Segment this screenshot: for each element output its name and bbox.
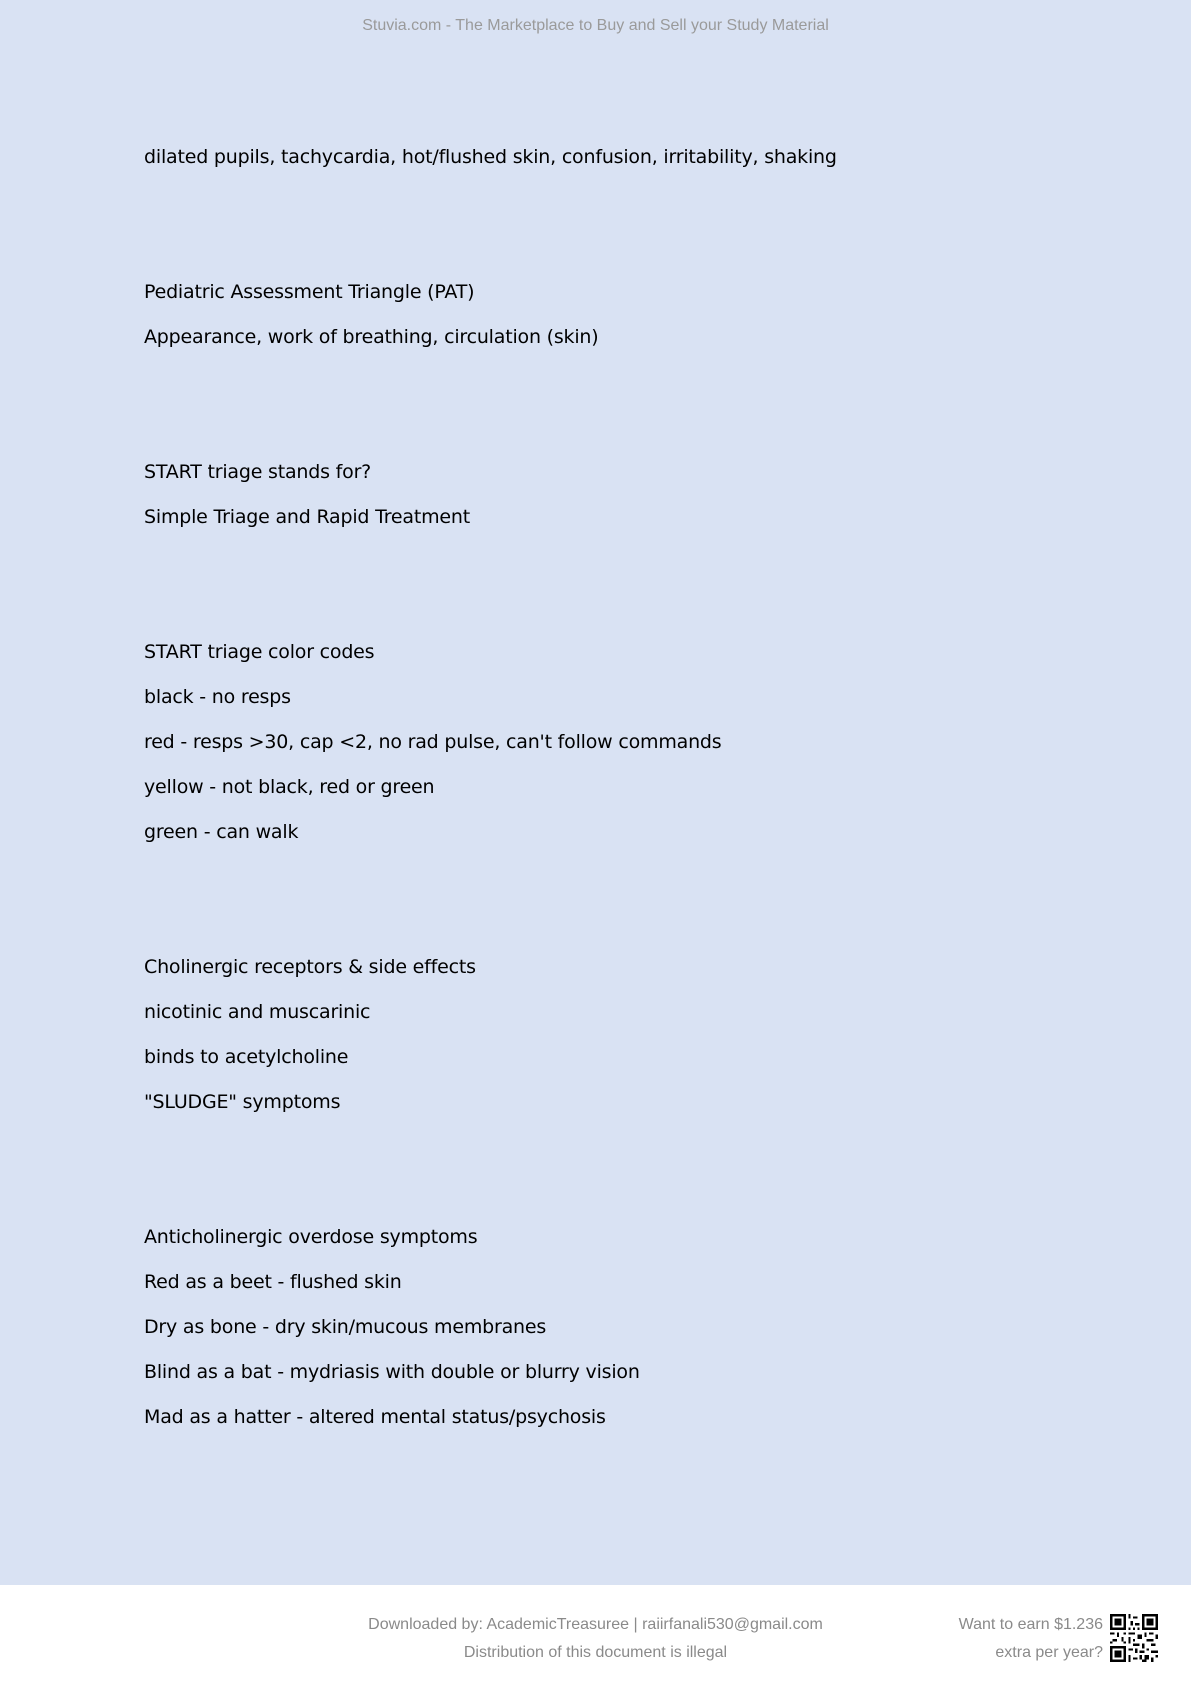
question-heading: START triage color codes xyxy=(144,641,375,663)
qr-code-icon[interactable] xyxy=(1110,1614,1158,1662)
text-line: dilated pupils, tachycardia, hot/flushed skin, confusion, irritability, shaking xyxy=(144,146,837,168)
footer xyxy=(0,1585,1191,1684)
answer-line: green - can walk xyxy=(144,821,299,843)
answer-line: Simple Triage and Rapid Treatment xyxy=(144,506,470,528)
answer-line: Dry as bone - dry skin/mucous membranes xyxy=(144,1316,547,1338)
question-heading: Pediatric Assessment Triangle (PAT) xyxy=(144,281,475,303)
answer-line: black - no resps xyxy=(144,686,291,708)
stuvia-header: Stuvia.com - The Marketplace to Buy and Sell your Study Material xyxy=(362,17,829,34)
distribution-notice: Distribution of this document is illegal xyxy=(463,1644,728,1661)
downloaded-by-text: Downloaded by: AcademicTreasuree | raiirfanali530@gmail.com xyxy=(368,1616,823,1633)
answer-line: "SLUDGE" symptoms xyxy=(144,1091,341,1113)
question-heading: START triage stands for? xyxy=(144,461,372,483)
answer-line: nicotinic and muscarinic xyxy=(144,1001,371,1023)
earn-promo-line2[interactable]: extra per year? xyxy=(995,1644,1103,1661)
earn-promo-line1[interactable]: Want to earn $1.236 xyxy=(958,1616,1103,1633)
answer-line: Mad as a hatter - altered mental status/psychosis xyxy=(144,1406,606,1428)
answer-line: Appearance, work of breathing, circulation (skin) xyxy=(144,326,599,348)
answer-line: red - resps >30, cap <2, no rad pulse, can't follow commands xyxy=(144,731,722,753)
question-heading: Anticholinergic overdose symptoms xyxy=(144,1226,478,1248)
answer-line: yellow - not black, red or green xyxy=(144,776,435,798)
answer-line: Red as a beet - flushed skin xyxy=(144,1271,402,1293)
answer-line: Blind as a bat - mydriasis with double or blurry vision xyxy=(144,1361,640,1383)
answer-line: binds to acetylcholine xyxy=(144,1046,349,1068)
question-heading: Cholinergic receptors & side effects xyxy=(144,956,476,978)
